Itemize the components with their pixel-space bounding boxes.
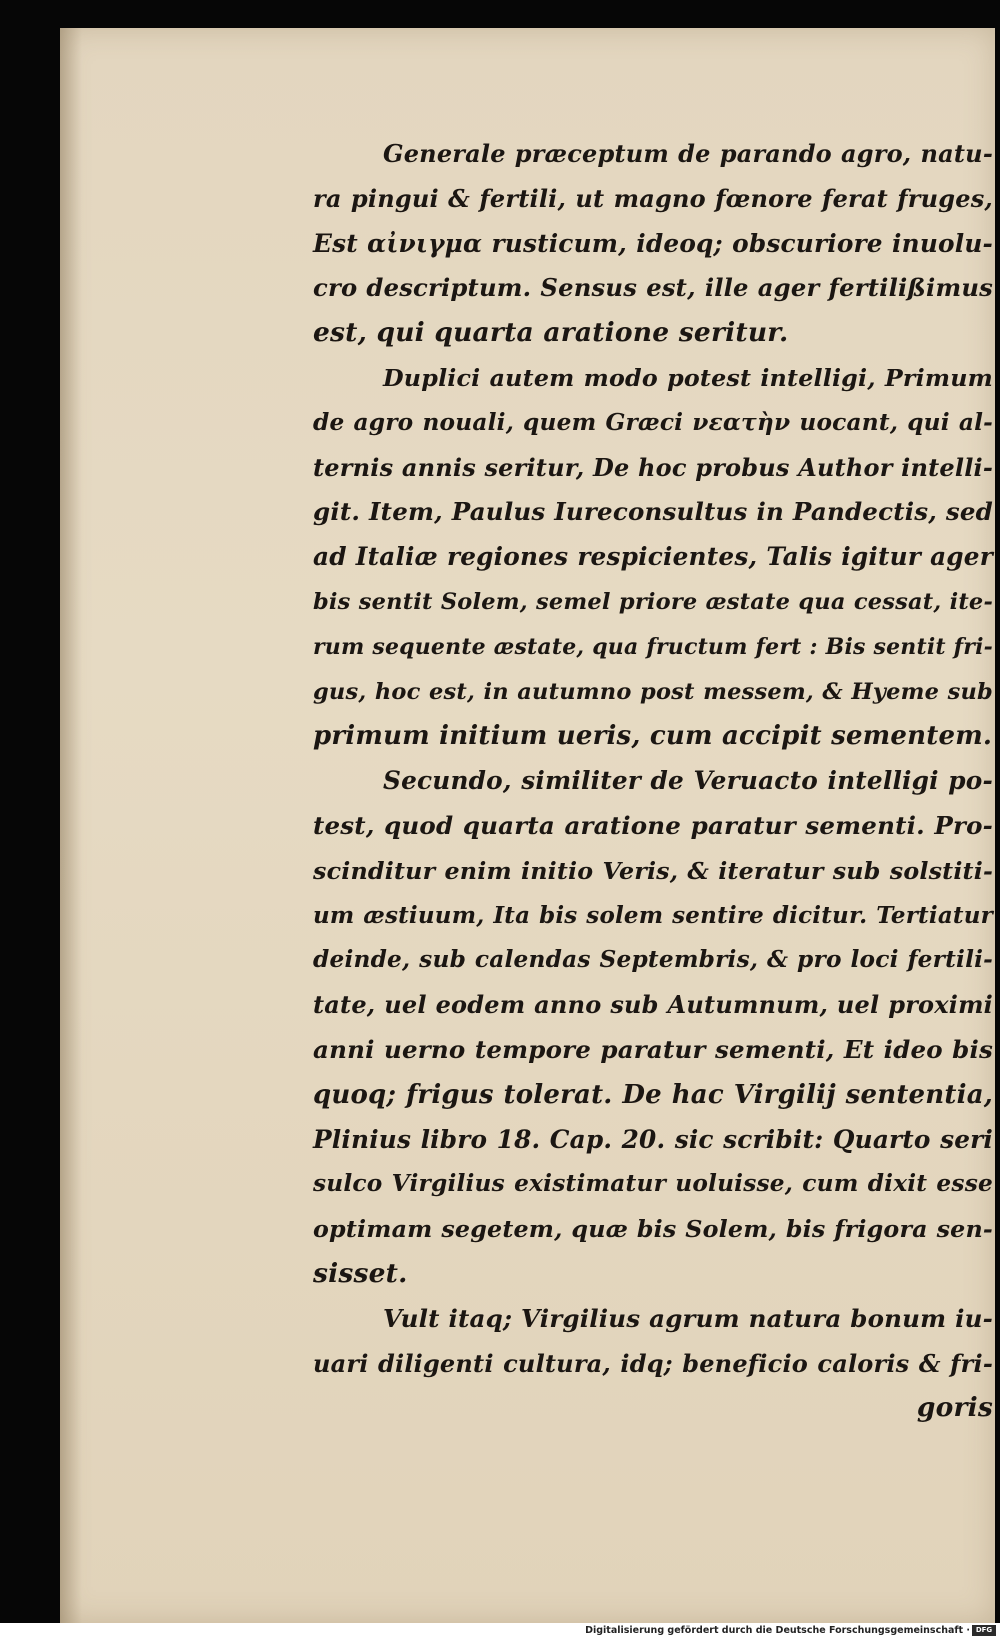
text-line: sisset. [313, 1257, 408, 1289]
text-line: gus, hoc est, in autumno post messem, & Hyeme sub [313, 678, 993, 705]
dfg-logo: DFG [972, 1625, 996, 1636]
text-line: quoq; frigus tolerat. De hac Virgilij sententia, [313, 1079, 993, 1110]
text-line: anni uerno tempore paratur sementi, Et ideo bis [313, 1034, 993, 1064]
text-line: rum sequente æstate, qua fructum fert : Bis sentit fri- [313, 633, 993, 660]
text-line: sulco Virgilius existimatur uoluisse, cum dixit esse [313, 1170, 993, 1198]
text-line: um æstiuum, Ita bis solem sentire dicitur. Tertiatur [313, 901, 993, 929]
text-line: git. Item, Paulus Iureconsultus in Pandectis, sed [313, 497, 993, 527]
text-line: cro descriptum. Sensus est, ille ager fertilißimus [313, 273, 993, 303]
digitization-footer [0, 1623, 1000, 1638]
text-line: de agro nouali, quem Græci νεατὴν uocant, qui al- [313, 408, 993, 436]
text-line: scinditur enim initio Veris, & iteratur sub solstiti- [313, 856, 993, 885]
text-line: Generale præceptum de parando agro, natu- [383, 139, 993, 168]
text-line: Duplici autem modo potest intelligi, Primum [383, 363, 993, 392]
text-line: optimam segetem, quæ bis Solem, bis frigora sen- [313, 1215, 993, 1244]
text-line: test, quod quarta aratione paratur sementi. Pro- [313, 810, 993, 840]
text-line: primum initium ueris, cum accipit sementem. [313, 721, 993, 752]
text-line: Est αἰνιγμα rusticum, ideoq; obscuriore inuolu- [313, 228, 993, 258]
book-page [60, 28, 995, 1623]
text-line: ad Italiæ regiones respicientes, Talis igitur ager [313, 542, 993, 572]
text-line: tate, uel eodem anno sub Autumnum, uel proximi [313, 990, 993, 1020]
text-line: Secundo, similiter de Veruacto intelligi po- [383, 766, 993, 796]
text-line: bis sentit Solem, semel priore æstate qua cessat, ite- [313, 588, 993, 615]
page-text [313, 132, 993, 1431]
text-line: Vult itaq; Virgilius agrum natura bonum iu- [383, 1303, 993, 1333]
text-line: ternis annis seritur, De hoc probus Author intelli- [313, 452, 993, 482]
text-line: ra pingui & fertili, ut magno fœnore ferat fruges, [313, 183, 993, 213]
text-line: deinde, sub calendas Septembris, & pro loci fertili- [313, 946, 993, 974]
catchword: goris [916, 1392, 993, 1424]
text-line: Plinius libro 18. Cap. 20. sic scribit: Quarto seri [313, 1124, 993, 1154]
text-line: uari diligenti cultura, idq; beneficio caloris & fri- [313, 1348, 993, 1378]
funding-credit: Digitalisierung gefördert durch die Deutsche Forschungsgemeinschaft · [585, 1625, 970, 1636]
text-line: est, qui quarta aratione seritur. [313, 317, 789, 349]
